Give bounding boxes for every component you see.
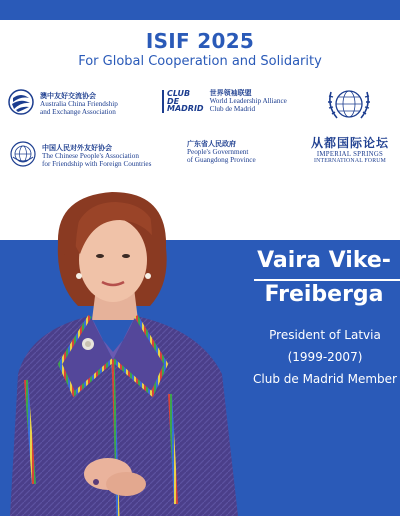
cpaffc-name-en-1: The Chinese People's Association: [42, 151, 139, 160]
acfea-emblem-icon: [8, 89, 34, 119]
isif-name-en-2: INTERNATIONAL FORUM: [313, 158, 387, 164]
isif-name-en-1: IMPERIAL SPRINGS: [316, 151, 384, 158]
speaker-role-line-1: President of Latvia: [269, 328, 381, 342]
speaker-role: [240, 324, 400, 390]
event-subtitle: For Global Cooperation and Solidarity: [78, 54, 322, 69]
cpaffc-name-en-2: for Friendship with Foreign Countries: [42, 160, 152, 169]
event-title: ISIF 2025: [145, 29, 255, 53]
cpaffc-name-zh: 中国人民对外友好协会: [42, 142, 112, 152]
guangdong-text: [187, 140, 256, 165]
club-de-madrid-text: [210, 89, 287, 114]
speaker-portrait: [0, 184, 250, 516]
acfea-name-en-2: and Exchange Association: [40, 108, 116, 117]
speaker-role-line-3: Club de Madrid Member: [253, 372, 397, 386]
cdm-mark-line-2: DE: [167, 96, 180, 106]
logo-cpaffc: [10, 141, 151, 171]
guangdong-name-zh: 广东省人民政府: [187, 139, 236, 148]
cdm-name-en-2: Club de Madrid: [209, 105, 256, 114]
cpaffc-text: [42, 144, 151, 169]
logo-isif-text: [306, 134, 394, 164]
cdm-name-en-1: World Leadership Alliance: [209, 97, 287, 106]
logo-club-de-madrid: [162, 89, 287, 114]
cpaffc-emblem-icon: [10, 141, 36, 171]
guangdong-name-en-1: People's Government: [187, 148, 249, 157]
speaker-role-line-2: (1999-2007): [287, 350, 363, 364]
guangdong-name-en-2: of Guangdong Province: [187, 156, 256, 165]
acfea-text: [40, 92, 118, 117]
speaker-name: [248, 244, 400, 312]
name-divider: [254, 279, 400, 281]
cdm-mark-line-1: CLUB: [167, 88, 191, 98]
cdm-mark-line-3: MADRID: [167, 104, 204, 114]
isif-name-zh: 从都国际论坛: [310, 136, 389, 150]
acfea-name-zh: 澳中友好交流协会: [40, 90, 96, 100]
isif-emblem-icon: [325, 84, 373, 130]
speaker-name-line-1: Vaira Vike-: [257, 248, 391, 273]
speaker-name-line-2: Freiberga: [264, 282, 384, 307]
logo-acfea: [8, 89, 118, 119]
cdm-name-zh: 世界领袖联盟: [209, 88, 252, 97]
club-de-madrid-mark: [162, 90, 204, 113]
acfea-name-en-1: Australia China Friendship: [40, 99, 118, 108]
logo-guangdong-government: [187, 140, 256, 165]
top-banner-bar: [0, 0, 400, 20]
